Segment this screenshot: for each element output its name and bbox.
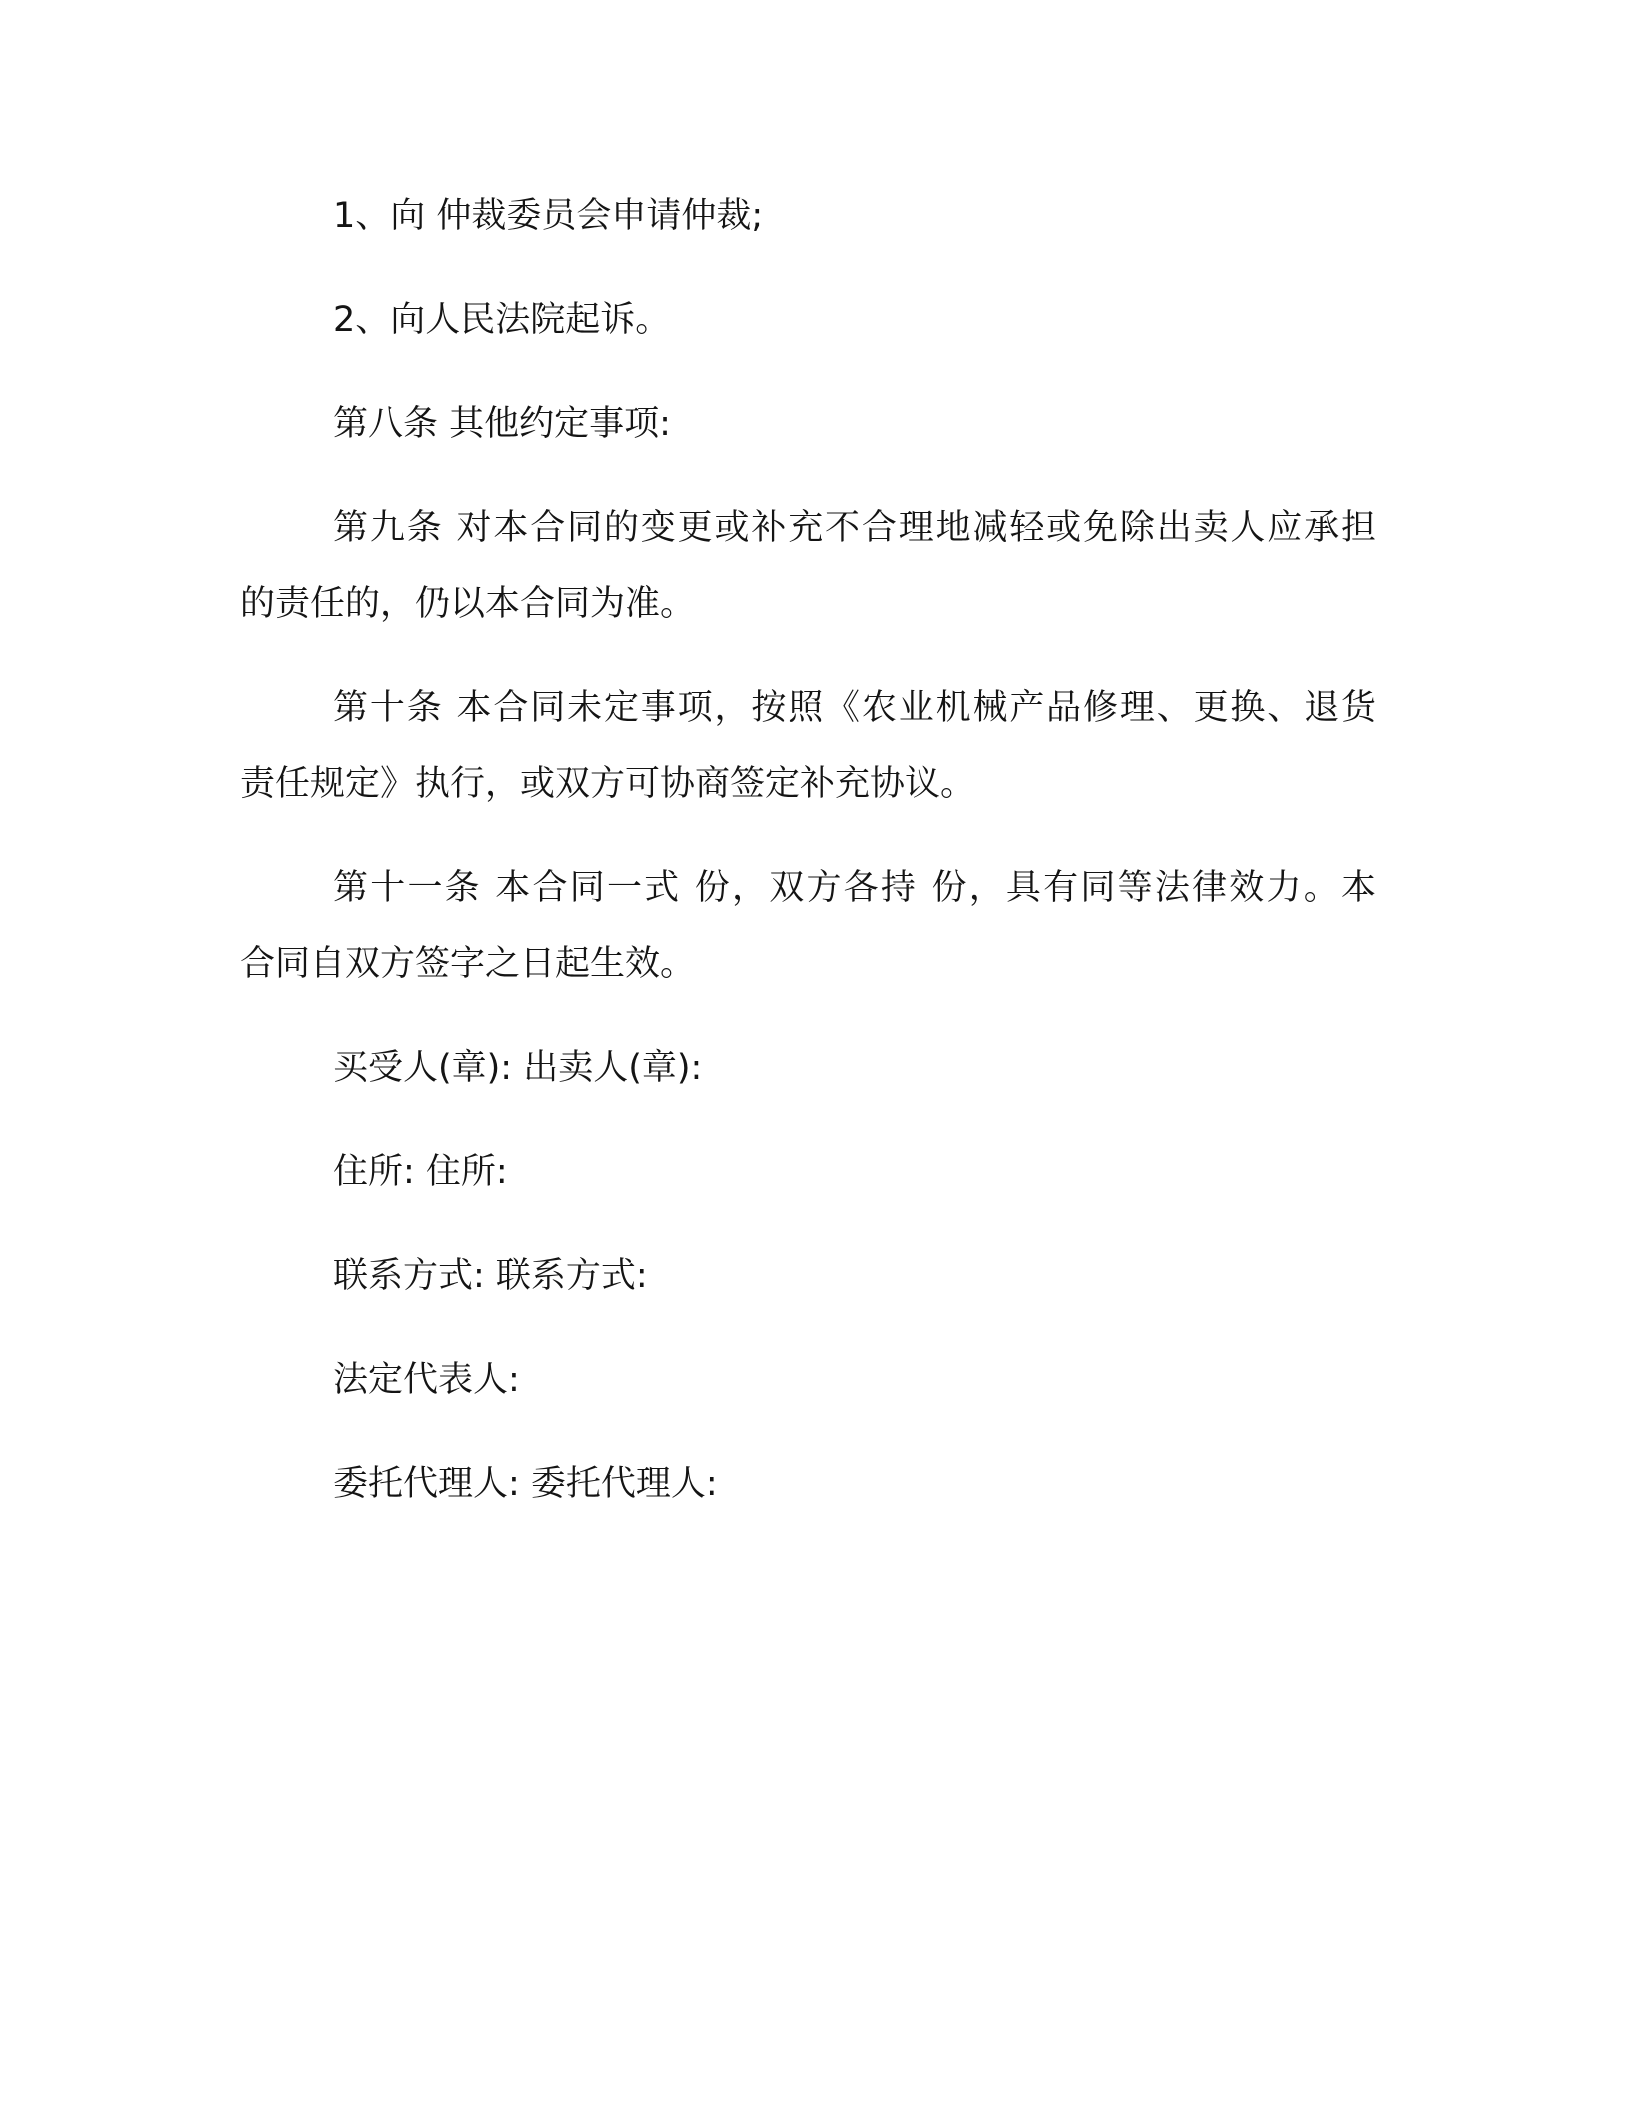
- signature-line: 买受人(章): 出卖人(章):: [333, 1048, 703, 1088]
- article-9: [240, 490, 1376, 642]
- signature-line: 委托代理人: 委托代理人:: [333, 1464, 718, 1504]
- paragraph-line: 合同自双方签字之日起生效。: [240, 944, 696, 984]
- signature-legal-representative: [240, 1342, 1376, 1418]
- dispute-option-lawsuit: [240, 282, 1376, 358]
- article-11: [240, 850, 1376, 1002]
- dispute-option-arbitration: [240, 178, 1376, 254]
- signature-line: 联系方式: 联系方式:: [333, 1256, 648, 1296]
- signature-parties: [240, 1030, 1376, 1106]
- document-body: [240, 178, 1376, 1550]
- signature-line: 住所: 住所:: [333, 1152, 508, 1192]
- paragraph-line: 的责任的，仍以本合同为准。: [240, 584, 696, 624]
- article-10: [240, 670, 1376, 822]
- paragraph-line: 第九条 对本合同的变更或补充不合理地减轻或免除出卖人应承担: [333, 508, 1376, 548]
- paragraph-line: 1、向 仲裁委员会申请仲裁;: [333, 196, 764, 236]
- signature-agent: [240, 1446, 1376, 1522]
- paragraph-line: 第十条 本合同未定事项，按照《农业机械产品修理、更换、退货: [333, 688, 1376, 728]
- signature-line: 法定代表人:: [333, 1360, 520, 1400]
- paragraph-line: 责任规定》执行，或双方可协商签定补充协议。: [240, 764, 976, 804]
- signature-address: [240, 1134, 1376, 1210]
- paragraph-line: 第八条 其他约定事项:: [333, 404, 671, 444]
- paragraph-line: 2、向人民法院起诉。: [333, 300, 671, 340]
- signature-contact: [240, 1238, 1376, 1314]
- article-8: [240, 386, 1376, 462]
- paragraph-line: 第十一条 本合同一式 份，双方各持 份，具有同等法律效力。本: [333, 868, 1376, 908]
